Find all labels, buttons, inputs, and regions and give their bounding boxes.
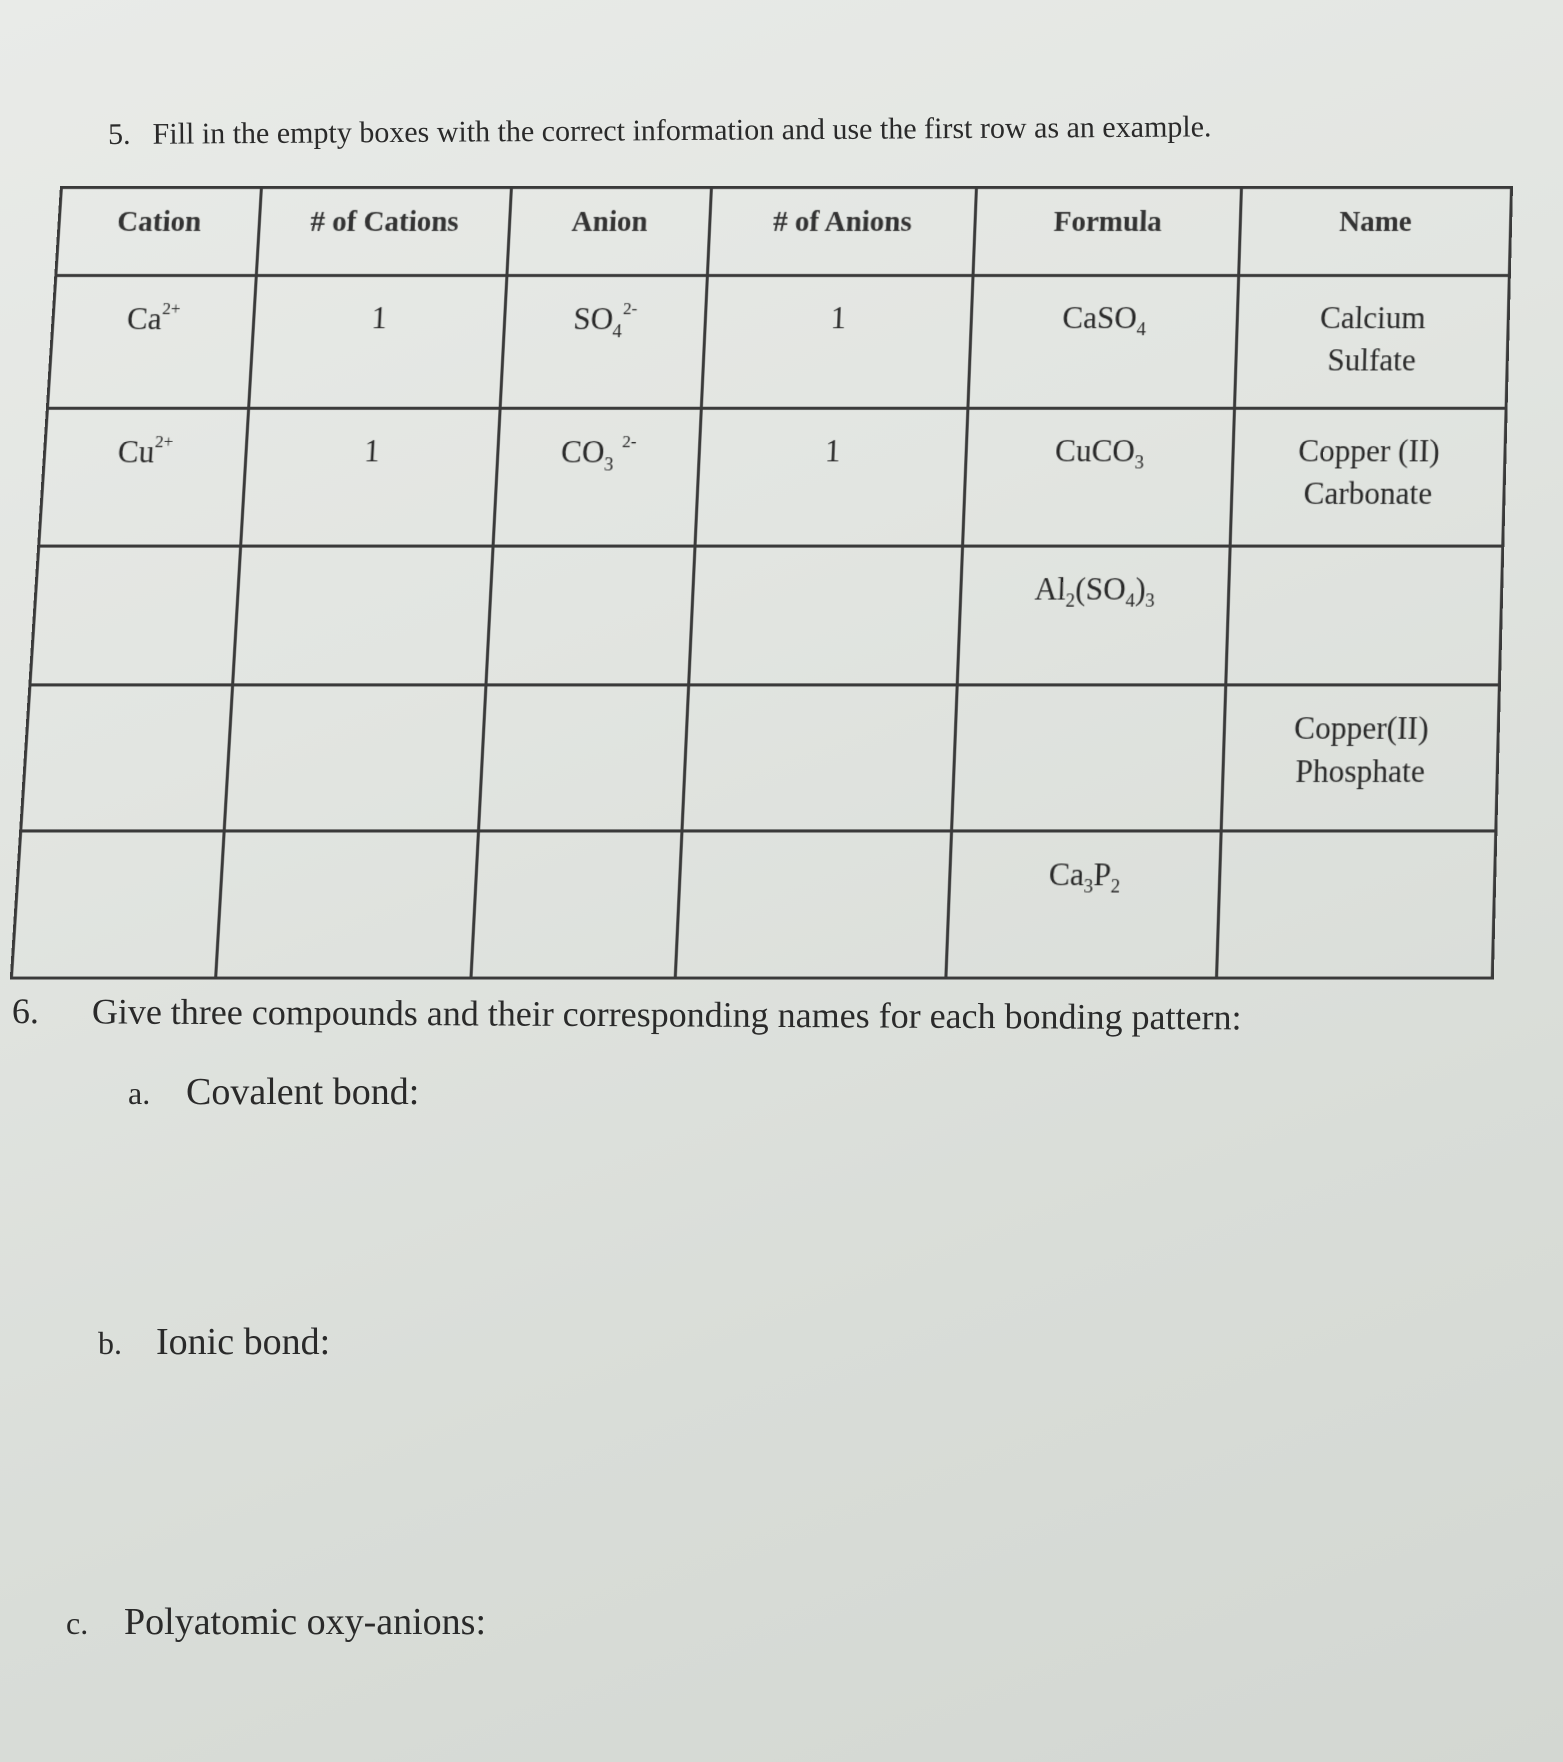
part-label: Covalent bond: [186, 1071, 420, 1113]
cell-name[interactable]: Calcium Sulfate [1234, 275, 1509, 408]
part-c-polyatomic[interactable] [66, 1600, 486, 1644]
ion-compound-table [10, 186, 1513, 980]
cell-anion-empty[interactable] [479, 685, 689, 831]
cell-num-cations[interactable]: 1 [249, 275, 507, 408]
cell-cation-empty[interactable] [30, 546, 241, 685]
question-5 [108, 110, 1212, 152]
cell-name-empty[interactable] [1226, 546, 1503, 685]
cell-formula[interactable]: $Al_2(SO_4)_3$ [957, 546, 1230, 685]
part-a-covalent[interactable] [128, 1070, 419, 1114]
cell-cation-empty[interactable] [11, 831, 224, 978]
cell-num-anions-empty[interactable] [689, 546, 963, 685]
cell-formula-empty[interactable] [952, 685, 1226, 831]
cell-cation[interactable]: $Ca^{2+}$ [47, 275, 256, 408]
cell-num-anions-empty[interactable] [682, 685, 957, 831]
part-letter: c. [66, 1605, 89, 1641]
table-row [39, 408, 1506, 546]
table-row [47, 275, 1509, 408]
cell-anion[interactable]: $CO_3$ $^{2-}$ [493, 408, 701, 546]
header-num-anions: # of Anions [707, 187, 976, 275]
cell-anion[interactable]: $SO_4^{2-}$ [500, 275, 707, 408]
part-label: Ionic bond: [156, 1321, 331, 1363]
cell-num-cations-empty[interactable] [216, 831, 479, 978]
cell-num-cations[interactable]: 1 [241, 408, 500, 546]
cell-num-anions[interactable]: 1 [695, 408, 968, 546]
question-number: 5. [108, 117, 131, 151]
cell-name[interactable]: Copper(II) Phosphate [1221, 685, 1499, 831]
part-letter: b. [98, 1325, 122, 1361]
header-cation: Cation [56, 187, 262, 275]
header-formula: Formula [973, 187, 1241, 275]
cell-formula[interactable]: CuCO$_3$ [963, 408, 1235, 546]
cell-anion-empty[interactable] [486, 546, 695, 685]
table-header-row [56, 187, 1512, 275]
cell-anion-empty[interactable] [471, 831, 682, 978]
table-row [30, 546, 1503, 685]
cell-num-anions-empty[interactable] [675, 831, 951, 978]
cell-cation-empty[interactable] [21, 685, 233, 831]
part-letter: a. [128, 1075, 151, 1111]
question-text: Give three compounds and their corresponding names for each bonding pattern: [91, 991, 1242, 1038]
cell-cation[interactable]: $Cu^{2+}$ [39, 408, 249, 546]
question-number: 6. [11, 991, 39, 1032]
question-6 [12, 990, 1242, 1038]
header-num-cations: # of Cations [256, 187, 511, 275]
cell-formula[interactable]: CaSO$_4$ [968, 275, 1239, 408]
table-row [21, 685, 1500, 831]
question-text: Fill in the empty boxes with the correct information and use the first row as an example. [152, 110, 1212, 151]
cell-name-empty[interactable] [1217, 831, 1496, 978]
cell-formula[interactable]: $Ca_3P_2$ [946, 831, 1221, 978]
part-b-ionic[interactable] [98, 1320, 330, 1364]
part-label: Polyatomic oxy-anions: [124, 1601, 487, 1643]
header-anion: Anion [507, 187, 712, 275]
cell-name[interactable]: Copper (II) Carbonate [1230, 408, 1506, 546]
cell-num-anions[interactable]: 1 [701, 275, 973, 408]
table-row [11, 831, 1495, 978]
cell-num-cations-empty[interactable] [233, 546, 493, 685]
header-name: Name [1239, 187, 1512, 275]
cell-num-cations-empty[interactable] [224, 685, 486, 831]
